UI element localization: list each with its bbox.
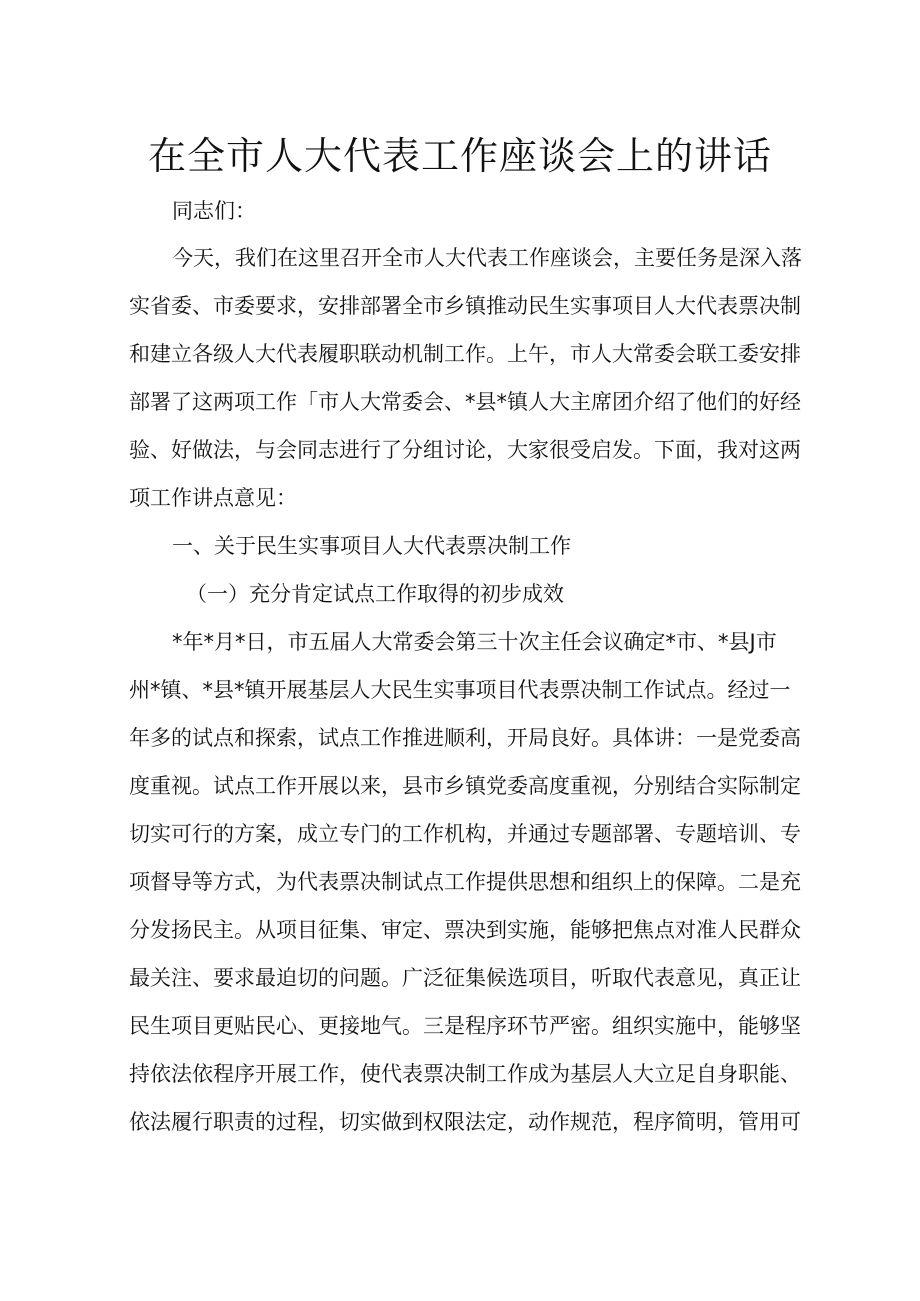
paragraph-line: 最关注、要求最迫切的问题。广泛征集候选项目，听取代表意见，真正让	[129, 966, 801, 990]
paragraph-line: 民生项目更贴民心、更接地气。三是程序环节严密。组织实施中，能够坚	[129, 1014, 801, 1038]
paragraph-line: 依法履行职责的过程，切实做到权限法定，动作规范，程序简明，管用可	[129, 1110, 801, 1134]
paragraph-line: 切实可行的方案，成立专门的工作机构，并通过专题部署、专题培训、专	[129, 822, 801, 846]
paragraph-line: 部署了这两项工作「市人大常委会、*县*镇人大主席团介绍了他们的好经	[129, 390, 801, 414]
paragraph-line: 年多的试点和探索，试点工作推进顺利，开局良好。具体讲：一是党委高	[129, 726, 801, 750]
paragraph-line: 和建立各级人大代表履职联动机制工作。上午，市人大常委会联工委安排	[129, 342, 801, 366]
section-heading: 一、关于民生实事项目人大代表票决制工作	[172, 534, 571, 558]
paragraph-line: 项工作讲点意见：	[129, 486, 297, 510]
subsection-heading: （一）充分肯定试点工作取得的初步成效	[186, 582, 564, 606]
paragraph-line: 实省委、市委要求，安排部署全市乡镇推动民生实事项目人大代表票决制	[129, 294, 801, 318]
document-title: 在全市人大代表工作座谈会上的讲话	[147, 134, 772, 178]
paragraph-line: 项督导等方式，为代表票决制试点工作提供思想和组织上的保障。二是充	[129, 870, 801, 894]
paragraph-line: 持依法依程序开展工作，使代表票决制工作成为基层人大立足自身职能、	[129, 1062, 801, 1086]
paragraph-line: 验、好做法，与会同志进行了分组讨论，大家很受启发。下面，我对这两	[129, 438, 801, 462]
paragraph-line: 今天，我们在这里召开全市人大代表工作座谈会，主要任务是深入落	[172, 246, 802, 270]
paragraph-line: 度重视。试点工作开展以来，县市乡镇党委高度重视，分别结合实际制定	[129, 774, 801, 798]
paragraph-line: 州*镇、*县*镇开展基层人大民生实事项目代表票决制工作试点。经过一	[129, 678, 791, 702]
salutation: 同志们：	[172, 199, 256, 223]
paragraph-line: *年*月*日，市五届人大常委会第三十次主任会议确定*市、*县J市	[172, 630, 777, 654]
paragraph-line: 分发扬民主。从项目征集、审定、票决到实施，能够把焦点对准人民群众	[129, 918, 801, 942]
